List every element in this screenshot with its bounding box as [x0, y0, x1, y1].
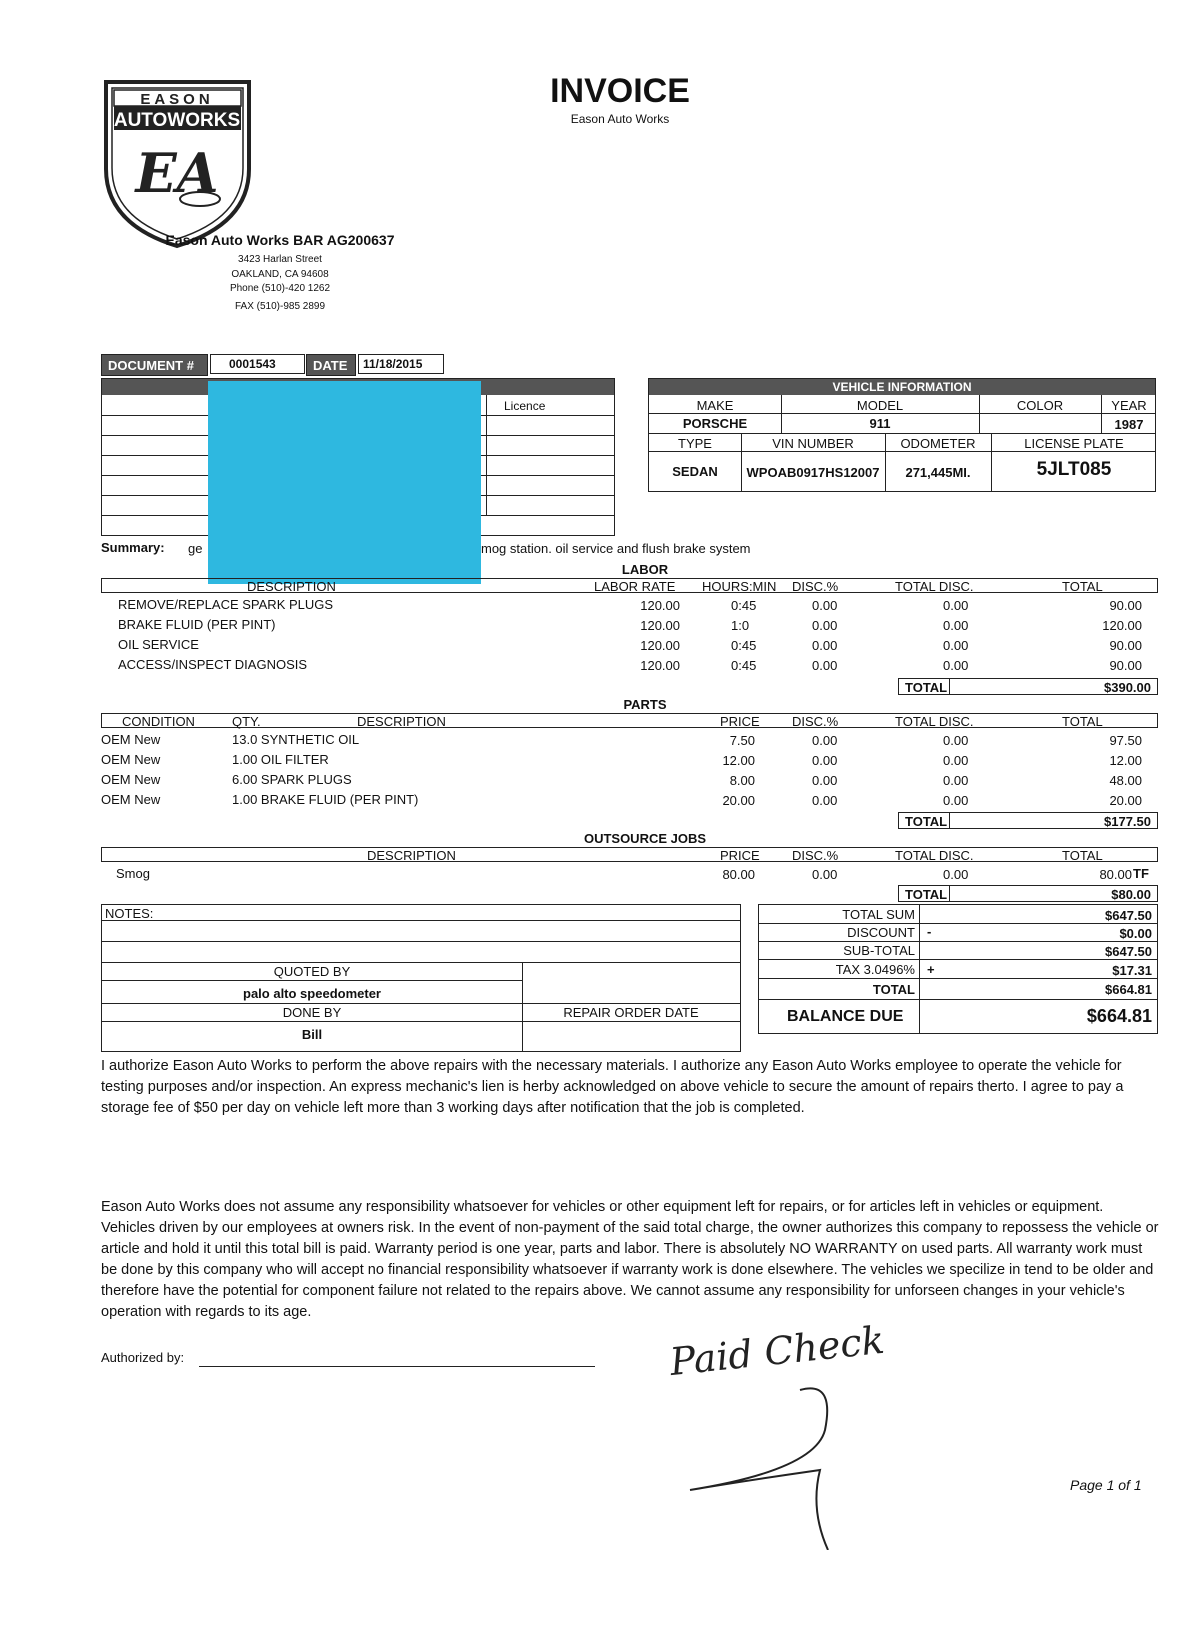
- total-value: $664.81: [1105, 982, 1152, 997]
- labor-row-total-disc: 0.00: [943, 658, 969, 673]
- type-label: TYPE: [678, 436, 712, 451]
- tax-value: $17.31: [1112, 963, 1152, 978]
- company-name: Eason Auto Works BAR AG200637: [165, 232, 395, 248]
- parts-row-disc: 0.00: [812, 773, 838, 788]
- parts-row-qty-description: 1.00 OIL FILTER: [232, 752, 329, 767]
- balance-due-label: BALANCE DUE: [787, 1008, 904, 1025]
- parts-row-condition: OEM New: [101, 732, 161, 747]
- labor-row-rate: 120.00: [640, 658, 680, 673]
- total-label: TOTAL: [872, 982, 915, 997]
- labor-row-disc: 0.00: [812, 638, 838, 653]
- parts-row-price: 8.00: [729, 773, 755, 788]
- parts-row-total: 20.00: [1109, 793, 1142, 808]
- summary-text-end: mog station. oil service and flush brake system: [481, 541, 751, 556]
- parts-row-condition: OEM New: [101, 772, 161, 787]
- labor-row-description: OIL SERVICE: [118, 637, 199, 652]
- parts-row-qty-description: 6.00 SPARK PLUGS: [232, 772, 352, 787]
- discount-sign: -: [927, 924, 932, 939]
- odometer-label: ODOMETER: [900, 436, 976, 451]
- done-by-label: DONE BY: [282, 1005, 342, 1020]
- outsource-row-flag: TF: [1133, 866, 1149, 881]
- balance-due-value: $664.81: [1086, 1006, 1152, 1026]
- labor-row-rate: 120.00: [640, 618, 680, 633]
- labor-row-total-disc: 0.00: [943, 598, 969, 613]
- outsource-row-disc: 0.00: [812, 867, 838, 882]
- invoice-title: INVOICE: [550, 72, 690, 110]
- invoice-subtitle: Eason Auto Works: [570, 112, 670, 126]
- parts-row-qty-description: 1.00 BRAKE FLUID (PER PINT): [232, 792, 419, 807]
- parts-row-total: 48.00: [1109, 773, 1142, 788]
- labor-row-disc: 0.00: [812, 598, 838, 613]
- parts-row-total-disc: 0.00: [943, 773, 969, 788]
- labor-row-rate: 120.00: [640, 638, 680, 653]
- model-label: MODEL: [856, 398, 904, 413]
- quoted-by-label: QUOTED BY: [273, 964, 351, 979]
- parts-total: TOTAL $177.50: [898, 812, 1158, 829]
- labor-row-disc: 0.00: [812, 618, 838, 633]
- logo-line1: EASON: [140, 91, 214, 108]
- outsource-row-total: 80.00: [1099, 867, 1132, 882]
- quoted-by-value: palo alto speedometer: [243, 986, 381, 1001]
- labor-title: LABOR: [621, 562, 669, 577]
- parts-row-total-disc: 0.00: [943, 793, 969, 808]
- company-street: 3423 Harlan Street: [238, 254, 322, 265]
- logo-line2: AUTOWORKS: [113, 110, 241, 131]
- summary-label: Summary:: [101, 540, 165, 555]
- color-label: COLOR: [1016, 398, 1064, 413]
- vehicle-info-table: [648, 378, 1156, 492]
- disclaimer-text: Eason Auto Works does not assume any responsibility whatsoever for vehicles or other equipment left for repairs, or for articles left in vehicles or equipment. Vehicles driven by our employees at owners risk. In the event of non-payment of the said total charge, the owner authorizes this company to repossess the vehicle or article and hold it until this total bill is paid. Warranty period is one year, parts and labor. There is absolutely NO WARRANTY on used parts. All warranty work must be done by this company who will accept no financial responsibility whatsoever if warranty work is done elsewhere. The vehicles we specilize in tend to be older and therefore have the potential for component failure not related to the repairs above. We cannot assume any responsibility for unforseen changes in your vehicle's operation with regards to its age.: [101, 1199, 1159, 1320]
- parts-title: PARTS: [623, 697, 667, 712]
- document-date: 11/18/2015: [358, 354, 444, 374]
- vin-label: VIN NUMBER: [772, 436, 854, 451]
- parts-header-row: CONDITION QTY. DESCRIPTION PRICE DISC.% TOTAL DISC. TOTAL: [101, 713, 1158, 728]
- date-label: DATE: [306, 354, 356, 376]
- labor-row-total-disc: 0.00: [943, 618, 969, 633]
- parts-row-price: 12.00: [722, 753, 755, 768]
- year-label: YEAR: [1111, 398, 1147, 413]
- parts-row-total-disc: 0.00: [943, 733, 969, 748]
- parts-row-disc: 0.00: [812, 753, 838, 768]
- outsource-total: TOTAL $80.00: [898, 885, 1158, 902]
- labor-total: TOTAL $390.00: [898, 678, 1158, 695]
- company-fax: FAX (510)-985 2899: [234, 301, 326, 312]
- shield-logo-icon: [100, 74, 255, 249]
- handwritten-signature-icon: [660, 1320, 920, 1550]
- total-sum-value: $647.50: [1105, 908, 1152, 923]
- notes-label: NOTES:: [105, 906, 154, 921]
- authorized-by-line: [199, 1366, 595, 1367]
- discount-label: DISCOUNT: [847, 925, 915, 940]
- parts-row-total-disc: 0.00: [943, 753, 969, 768]
- make-value: PORSCHE: [682, 416, 748, 431]
- outsource-title: OUTSOURCE JOBS: [583, 831, 707, 846]
- parts-row-condition: OEM New: [101, 792, 161, 807]
- parts-row-price: 7.50: [729, 733, 755, 748]
- parts-row-price: 20.00: [722, 793, 755, 808]
- authorized-by-label: Authorized by:: [101, 1350, 185, 1365]
- totals-box: [758, 904, 1158, 1034]
- parts-row-total: 97.50: [1109, 733, 1142, 748]
- labor-row-total: 90.00: [1109, 638, 1142, 653]
- labor-row-description: REMOVE/REPLACE SPARK PLUGS: [118, 597, 334, 612]
- labor-row-hours: 1:0: [731, 618, 750, 633]
- plate-value: 5JLT085: [1036, 459, 1112, 480]
- parts-row-qty-description: 13.0 SYNTHETIC OIL: [232, 732, 360, 747]
- parts-row-condition: OEM New: [101, 752, 161, 767]
- year-value: 1987: [1114, 417, 1144, 432]
- page-number: Page 1 of 1: [1070, 1477, 1142, 1493]
- type-value: SEDAN: [672, 464, 718, 479]
- logo-monogram: EA: [135, 141, 219, 205]
- labor-row-description: ACCESS/INSPECT DIAGNOSIS: [118, 657, 308, 672]
- vehicle-info-header: VEHICLE INFORMATION: [832, 380, 972, 394]
- discount-value: $0.00: [1119, 926, 1152, 941]
- total-sum-label: TOTAL SUM: [842, 907, 915, 922]
- labor-row-total: 120.00: [1102, 618, 1142, 633]
- labor-row-total-disc: 0.00: [943, 638, 969, 653]
- parts-row-disc: 0.00: [812, 733, 838, 748]
- licence-label: Licence: [504, 399, 546, 413]
- parts-row-total: 12.00: [1109, 753, 1142, 768]
- plate-label: LICENSE PLATE: [1024, 436, 1124, 451]
- summary-text-start: ge: [188, 541, 203, 556]
- labor-row-hours: 0:45: [731, 598, 757, 613]
- vin-value: WPOAB0917HS12007: [746, 465, 880, 480]
- outsource-row-description: Smog: [116, 866, 150, 881]
- signature: [660, 1320, 920, 1550]
- document-number: 0001543: [210, 354, 305, 374]
- subtotal-label: SUB-TOTAL: [843, 943, 915, 958]
- odometer-value: 271,445MI.: [905, 465, 971, 480]
- redaction-block: [208, 381, 481, 584]
- labor-row-disc: 0.00: [812, 658, 838, 673]
- tax-sign: +: [927, 962, 935, 977]
- outsource-row-total-disc: 0.00: [943, 867, 969, 882]
- done-by-value: Bill: [301, 1027, 323, 1042]
- labor-row-description: BRAKE FLUID (PER PINT): [118, 617, 276, 632]
- labor-row-hours: 0:45: [731, 658, 757, 673]
- outsource-header-row: DESCRIPTION PRICE DISC.% TOTAL DISC. TOTAL: [101, 847, 1158, 862]
- labor-row-hours: 0:45: [731, 638, 757, 653]
- company-logo: [100, 74, 255, 249]
- tax-label: TAX 3.0496%: [835, 962, 915, 977]
- parts-row-disc: 0.00: [812, 793, 838, 808]
- model-value: 911: [869, 416, 891, 431]
- notes-box: [101, 904, 741, 1052]
- company-city: OAKLAND, CA 94608: [231, 269, 329, 280]
- labor-row-rate: 120.00: [640, 598, 680, 613]
- outsource-row-price: 80.00: [722, 867, 755, 882]
- authorization-text: I authorize Eason Auto Works to perform the above repairs with the necessary materials. I authorize any Eason Auto Works employee to operate the vehicle for testing purposes and/or inspection. An express mechanic's lien is herby acknowledged on above vehicle to secure the amount of repairs therto. I agree to pay a storage fee of $50 per day on vehicle left more than 3 working days after notification that the job is completed.: [101, 1058, 1124, 1116]
- company-phone: Phone (510)-420 1262: [229, 283, 331, 294]
- make-label: MAKE: [696, 398, 734, 413]
- repair-order-date-label: REPAIR ORDER DATE: [563, 1005, 699, 1020]
- subtotal-value: $647.50: [1105, 944, 1152, 959]
- labor-row-total: 90.00: [1109, 598, 1142, 613]
- document-label: DOCUMENT #: [101, 354, 208, 376]
- svg-text:Paid Check: Paid Check: [667, 1320, 887, 1385]
- labor-header-row: DESCRIPTION LABOR RATE HOURS:MIN DISC.% TOTAL DISC. TOTAL: [101, 578, 1158, 593]
- labor-row-total: 90.00: [1109, 658, 1142, 673]
